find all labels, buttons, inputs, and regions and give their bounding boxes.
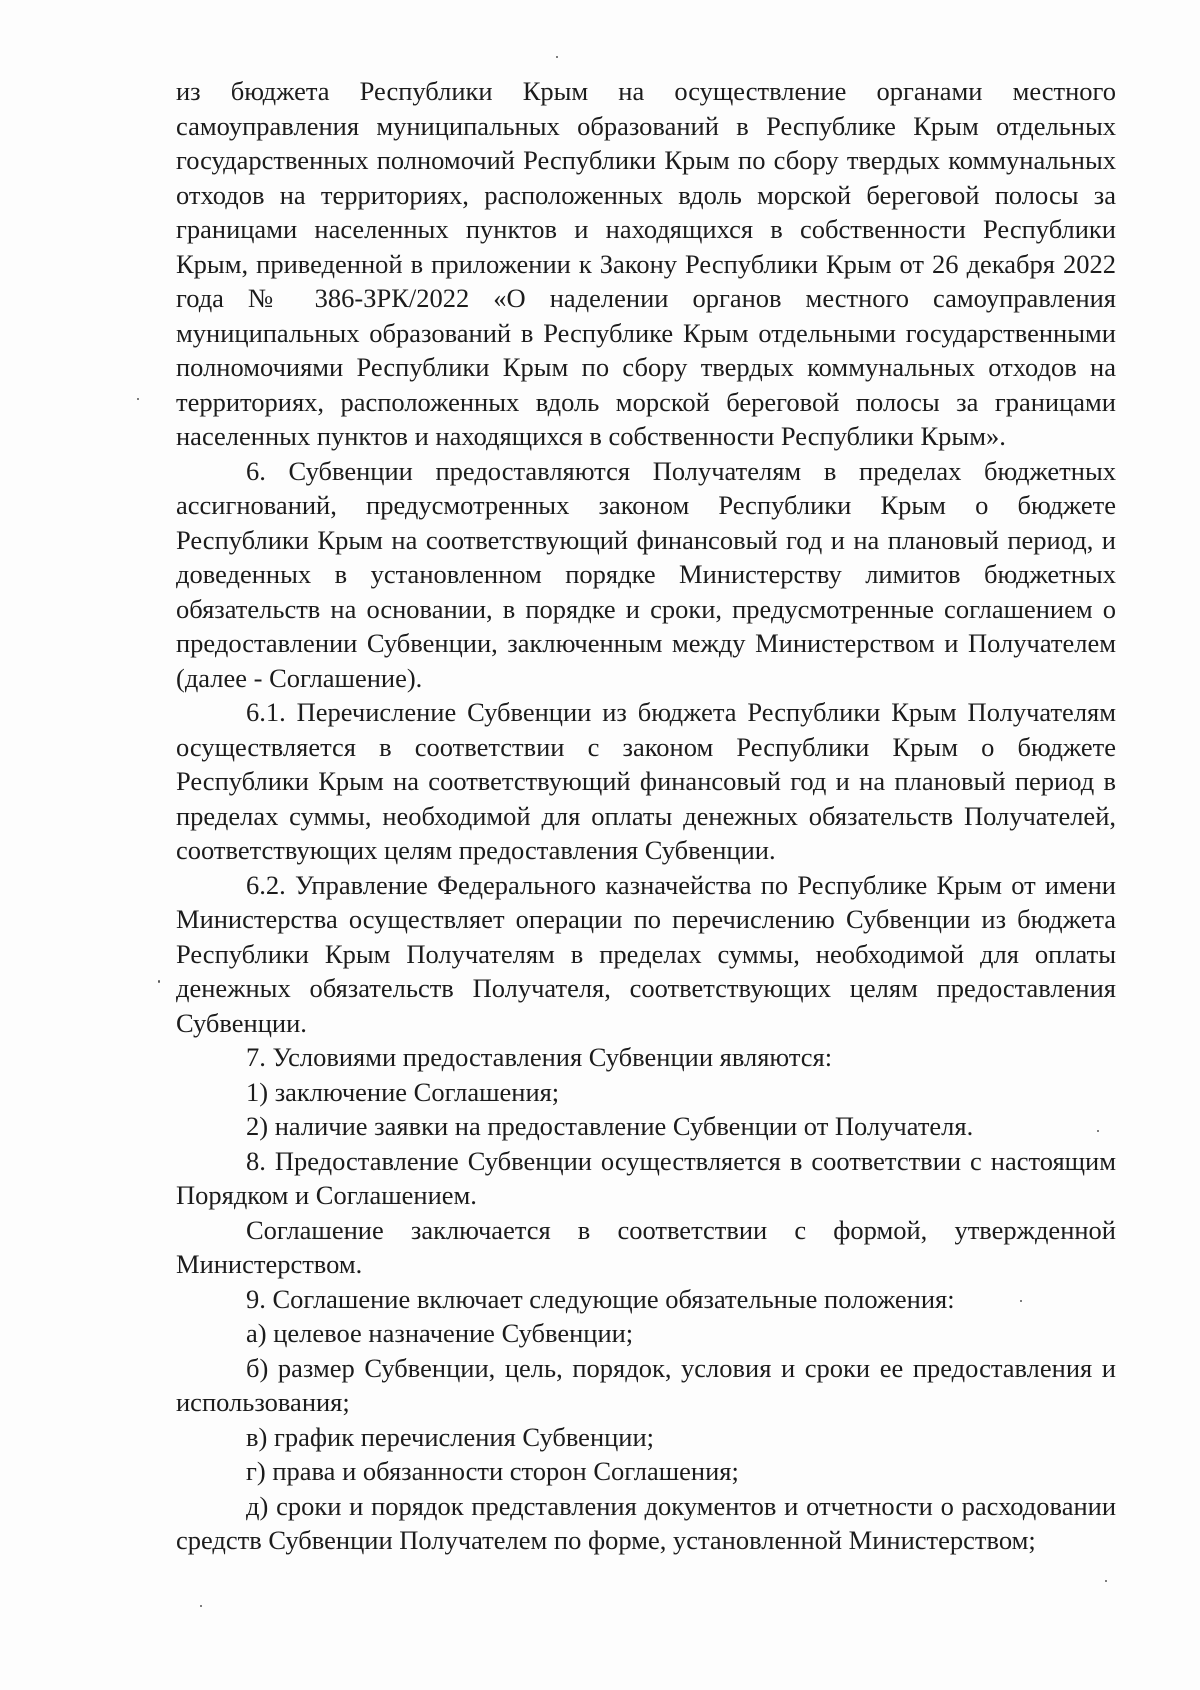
paragraph-item-9: 9. Соглашение включает следующие обязательные положения: [246, 1283, 955, 1314]
paragraph-item-7: 7. Условиями предоставления Субвенции являются: [246, 1042, 833, 1072]
list-item-9-d: г) права и обязанности сторон Соглашения; [246, 1456, 739, 1486]
paragraph-item-6-1: 6.1. Перечисление Субвенции из бюджета Республики Крым Получателям осуществляется в соответствии с законом Республики Крым о бюджете Республики Крым на соответствующий финансовый год и на плановый период в пределах суммы, необходимой для оплаты денежных обязательств Получателей, соответствующих целям предоставления Субвенции. [176, 697, 1116, 865]
paragraph-item-6-2: 6.2. Управление Федерального казначейства по Республике Крым от имени Министерства осуществляет операции по перечислению Субвенции из бюджета Республики Крым Получателям в пределах суммы, необходимой для оплаты денежных обязательств Получателя, соответствующих целям предоставления Субвенции. [176, 869, 1116, 1038]
paragraph-item-6: 6. Субвенции предоставляются Получателям в пределах бюджетных ассигнований, предусмотренных законом Республики Крым о бюджете Республики Крым на соответствующий финансовый год и на плановый период, и доведенных в установленном порядке Министерству лимитов бюджетных обязательств на основании, в порядке и сроки, предусмотренные соглашением о предоставлении Субвенции, заключенным между Министерством и Получателем (далее - Соглашение). [176, 455, 1116, 693]
list-item-9-a: а) целевое назначение Субвенции; [246, 1318, 634, 1348]
scan-speck [137, 398, 139, 400]
document-body [176, 74, 1116, 1558]
paragraph-item-8-agreement: Соглашение заключается в соответствии с формой, утвержденной Министерством. [176, 1214, 1116, 1279]
list-item-7-1: 1) заключение Соглашения; [246, 1076, 560, 1107]
list-item-7-2: 2) наличие заявки на предоставление Субвенции от Получателя. [246, 1111, 974, 1141]
scan-speck [1105, 1580, 1107, 1582]
list-item-9-e: д) сроки и порядок представления документов и отчетности о расходовании средств Субвенции Получателем по форме, установленной Министерством; [176, 1490, 1116, 1555]
list-item-9-c: в) график перечисления Субвенции; [246, 1421, 655, 1452]
paragraph-item-8: 8. Предоставление Субвенции осуществляется в соответствии с настоящим Порядком и Соглашением. [176, 1145, 1116, 1210]
paragraph-continuation: из бюджета Республики Крым на осуществление органами местного самоуправления муниципальных образований в Республике Крым отдельных государственных полномочий Республики Крым по сбору твердых коммунальных отходов на территориях, расположенных вдоль морской береговой полосы за границами населенных пунктов и находящихся в собственности Республики Крым, приведенной в приложении к Закону Республики Крым от 26 декабря 2022 года № 386-ЗРК/2022 «О наделении органов местного самоуправления муниципальных образований в Республике Крым отдельными государственными полномочиями Республики Крым по сбору твердых коммунальных отходов на территориях, расположенных вдоль морской береговой полосы за границами населенных пунктов и находящихся в собственности Республики Крым». [176, 76, 1116, 451]
scan-speck [158, 980, 160, 983]
scan-speck [200, 1605, 202, 1607]
scan-speck [556, 56, 558, 58]
list-item-9-b: б) размер Субвенции, цель, порядок, условия и сроки ее предоставления и использования; [176, 1352, 1116, 1417]
